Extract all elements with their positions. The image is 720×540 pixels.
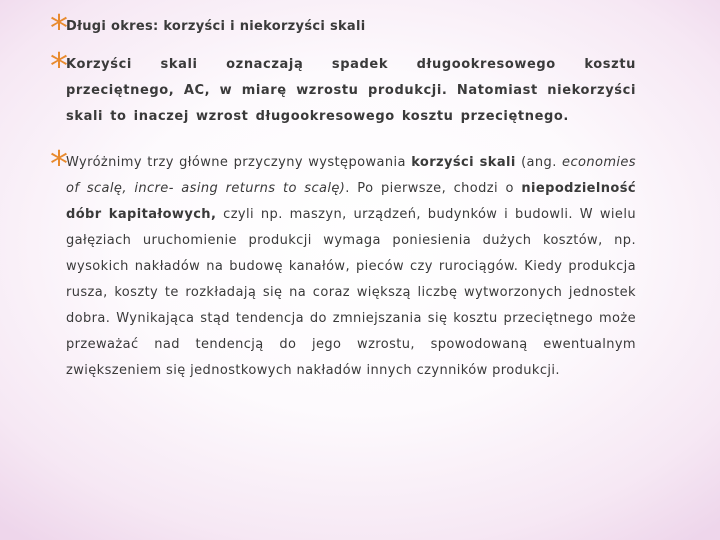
bullet-text: Długi okres: korzyści i niekorzyści skali: [66, 19, 366, 34]
bullet-item-definition: [50, 46, 636, 130]
text-run: czyli np. maszyn, urządzeń, budynków i budowli. W wielu gałęziach uruchomienie produkcji wymaga poniesienia dużych kosztów, np. wysokich nakładów na budowę kanałów, pieców czy rurociągów. Kiedy produkcja rusza, koszty te rozkładają się na coraz większą liczbę wytworzonych jednostek dobra. Wynikająca stąd tendencja do zmniejszania się kosztu przeciętnego może przeważać nad tendencją do jego wzrostu, spowodowaną ewentualnym zwiększeniem się jednostkowych nakładów innych czynników produkcji.: [66, 207, 636, 378]
bold-term-indivisibility: niepodzielność dóbr kapitałowych,: [66, 181, 636, 222]
asterisk-bullet-icon: *: [50, 8, 68, 49]
bold-term-economies-of-scale: korzyści skali: [411, 155, 516, 170]
italic-english-term: economies of scalę, incre- asing returns to scalę): [66, 155, 636, 196]
text-run: Wyróżnimy trzy główne przyczyny występowania: [66, 155, 412, 170]
asterisk-bullet-icon: *: [50, 46, 68, 87]
asterisk-bullet-icon: *: [50, 144, 68, 185]
text-run: (ang.: [515, 155, 563, 170]
bullet-item-causes: [50, 144, 636, 384]
bullet-text: Korzyści skali oznaczają spadek długookresowego kosztu przeciętnego, AC, w miarę wzrostu produkcji. Natomiast niekorzyści skali to inaczej wzrost długookresowego kosztu przeciętnego.: [66, 57, 636, 124]
text-run: . Po pierwsze, chodzi o: [345, 181, 522, 196]
bullet-text: [66, 150, 636, 384]
bullet-item-title: [50, 8, 636, 49]
